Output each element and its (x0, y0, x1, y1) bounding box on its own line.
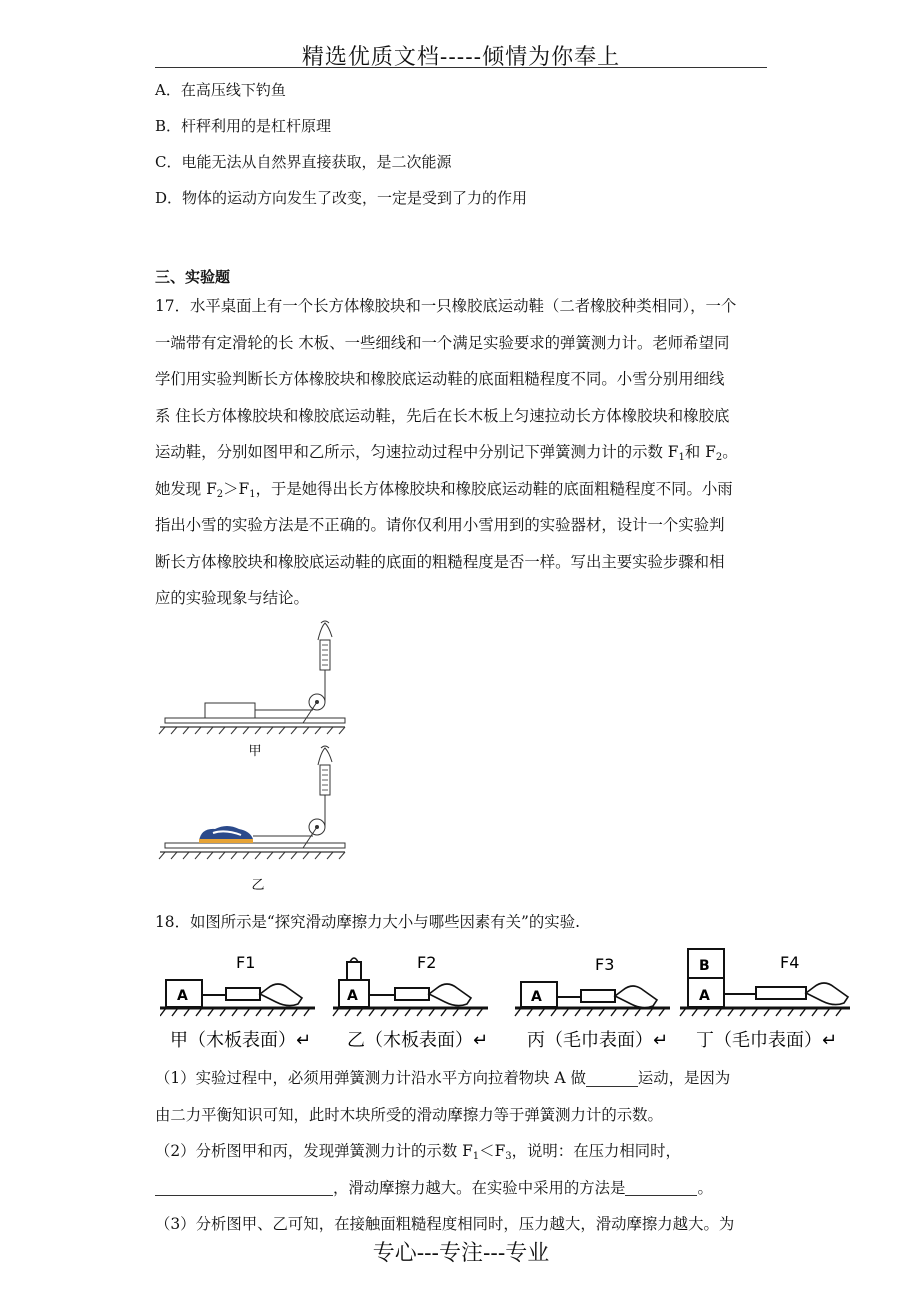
subscript: 1 (249, 488, 256, 500)
text: （1）实验过程中，必须用弹簧测力计沿水平方向拉着物块 A 做 (155, 1069, 586, 1087)
q18-line (155, 1170, 767, 1207)
page-header: 精选优质文档-----倾情为你奉上 (301, 45, 621, 70)
q17-line: 学们用实验判断长方体橡胶块和橡胶底运动鞋的底面粗糙程度不同。小雪分别用细线 (155, 370, 725, 388)
figure-label-yi: 乙 (251, 878, 265, 893)
panel-caption: 丁（毛巾表面）↵ (696, 1030, 838, 1051)
rubber-block (205, 703, 255, 718)
block-label: A (699, 988, 710, 1004)
q17-line (155, 471, 767, 508)
board (165, 718, 345, 723)
panel-ding (680, 949, 850, 1051)
q18-line (155, 1133, 767, 1170)
q17-line: 应的实验现象与结论。 (155, 589, 309, 607)
figure-q17 (155, 615, 355, 895)
subscript: 3 (505, 1151, 512, 1162)
q17-line: 系 住长方体橡胶块和橡胶底运动鞋，先后在长木板上匀速拉动长方体橡胶块和橡胶底 (155, 406, 730, 425)
subscript: 2 (715, 452, 723, 463)
hand-icon (806, 983, 848, 1005)
q18-line: 由二力平衡知识可知，此时木块所受的滑动摩擦力等于弹簧测力计的示数。 (155, 1105, 663, 1124)
subscript: 2 (216, 488, 224, 500)
block-label: A (347, 988, 358, 1004)
header-divider (155, 67, 767, 68)
text: 运动，是因为 (637, 1069, 731, 1087)
q18-line: （3）分析图甲、乙可知，在接触面粗糙程度相同时，压力越大，滑动摩擦力越大。为 (155, 1215, 735, 1233)
hatching (159, 727, 345, 734)
block-label: A (531, 989, 542, 1005)
text: （2）分析图甲和丙，发现弹簧测力计的示数 F (155, 1142, 473, 1160)
text: 运动鞋，分别如图甲和乙所示，匀速拉动过程中分别记下弹簧测力计的示数 F (155, 443, 679, 461)
text: 。 (697, 1178, 713, 1197)
q17-line: 一端带有定滑轮的长 木板、一些细线和一个满足实验要求的弹簧测力计。老师希望同 (155, 333, 730, 352)
panel-caption: 甲（木板表面）↵ (170, 1030, 312, 1051)
block-label: A (177, 988, 188, 1004)
subscript: 1 (678, 452, 685, 463)
text: ＜F (479, 1142, 506, 1160)
q17-line: 指出小雪的实验方法是不正确的。请你仅利用小雪用到的实验器材，设计一个实验判 (155, 516, 725, 534)
panel-bing (515, 955, 670, 1051)
question-17 (155, 288, 767, 617)
panel-caption: 丙（毛巾表面）↵ (527, 1030, 669, 1051)
text: 和 F (684, 443, 716, 461)
q17-line (155, 434, 767, 471)
figure-q18 (160, 940, 860, 1060)
answer-blank[interactable] (625, 1181, 697, 1196)
section-title: 三、实验题 (155, 268, 231, 286)
hatching (159, 852, 345, 859)
text: 她发现 F (155, 479, 217, 498)
answer-blank[interactable] (586, 1072, 638, 1087)
text: ，滑动摩擦力越大。在实验中采用的方法是 (333, 1178, 626, 1197)
sneaker-icon (199, 826, 253, 843)
q17-line: 断长方体橡胶块和橡胶底运动鞋的底面的粗糙程度是否一样。写出主要实验步骤和相 (155, 552, 725, 571)
force-label: F4 (780, 953, 800, 972)
question-18-body (155, 1060, 767, 1243)
subscript: 1 (472, 1151, 480, 1162)
answer-blank[interactable] (155, 1181, 333, 1196)
hand-icon (260, 984, 302, 1006)
text: ，于是她得出长方体橡胶块和橡胶底运动鞋的底面粗糙程度不同。小雨 (255, 479, 733, 498)
panel-yi (333, 953, 488, 1051)
option-b: B．杆秤利用的是杠杆原理 (155, 117, 332, 135)
figure-label-jia: 甲 (248, 744, 262, 759)
q17-line: 17．水平桌面上有一个长方体橡胶块和一只橡胶底运动鞋（二者橡胶种类相同），一个 (155, 297, 737, 315)
hand (318, 621, 332, 640)
figure-jia (159, 621, 345, 759)
page-footer: 专心---专注---专业 (372, 1241, 550, 1266)
text: 。 (722, 443, 738, 461)
panel-jia (160, 953, 315, 1051)
option-a: A．在高压线下钓鱼 (155, 81, 286, 99)
figure-yi (159, 746, 345, 893)
q18-line (155, 1060, 767, 1097)
force-label: F2 (417, 953, 437, 972)
board (165, 843, 345, 848)
panel-caption: 乙（木板表面）↵ (347, 1030, 489, 1051)
weight-icon (347, 962, 361, 980)
force-label: F1 (236, 953, 256, 972)
text: ，说明：在压力相同时， (511, 1142, 681, 1160)
block-label: B (699, 958, 710, 974)
text: ＞F (223, 479, 250, 498)
option-c: C．电能无法从自然界直接获取，是二次能源 (155, 153, 452, 171)
hand-icon (615, 986, 657, 1008)
hand-icon (429, 984, 471, 1006)
question-18-title: 18．如图所示是“探究滑动摩擦力大小与哪些因素有关”的实验. (155, 913, 580, 931)
hand (318, 746, 332, 765)
force-label: F3 (595, 955, 615, 974)
option-d: D．物体的运动方向发生了改变，一定是受到了力的作用 (155, 189, 528, 207)
